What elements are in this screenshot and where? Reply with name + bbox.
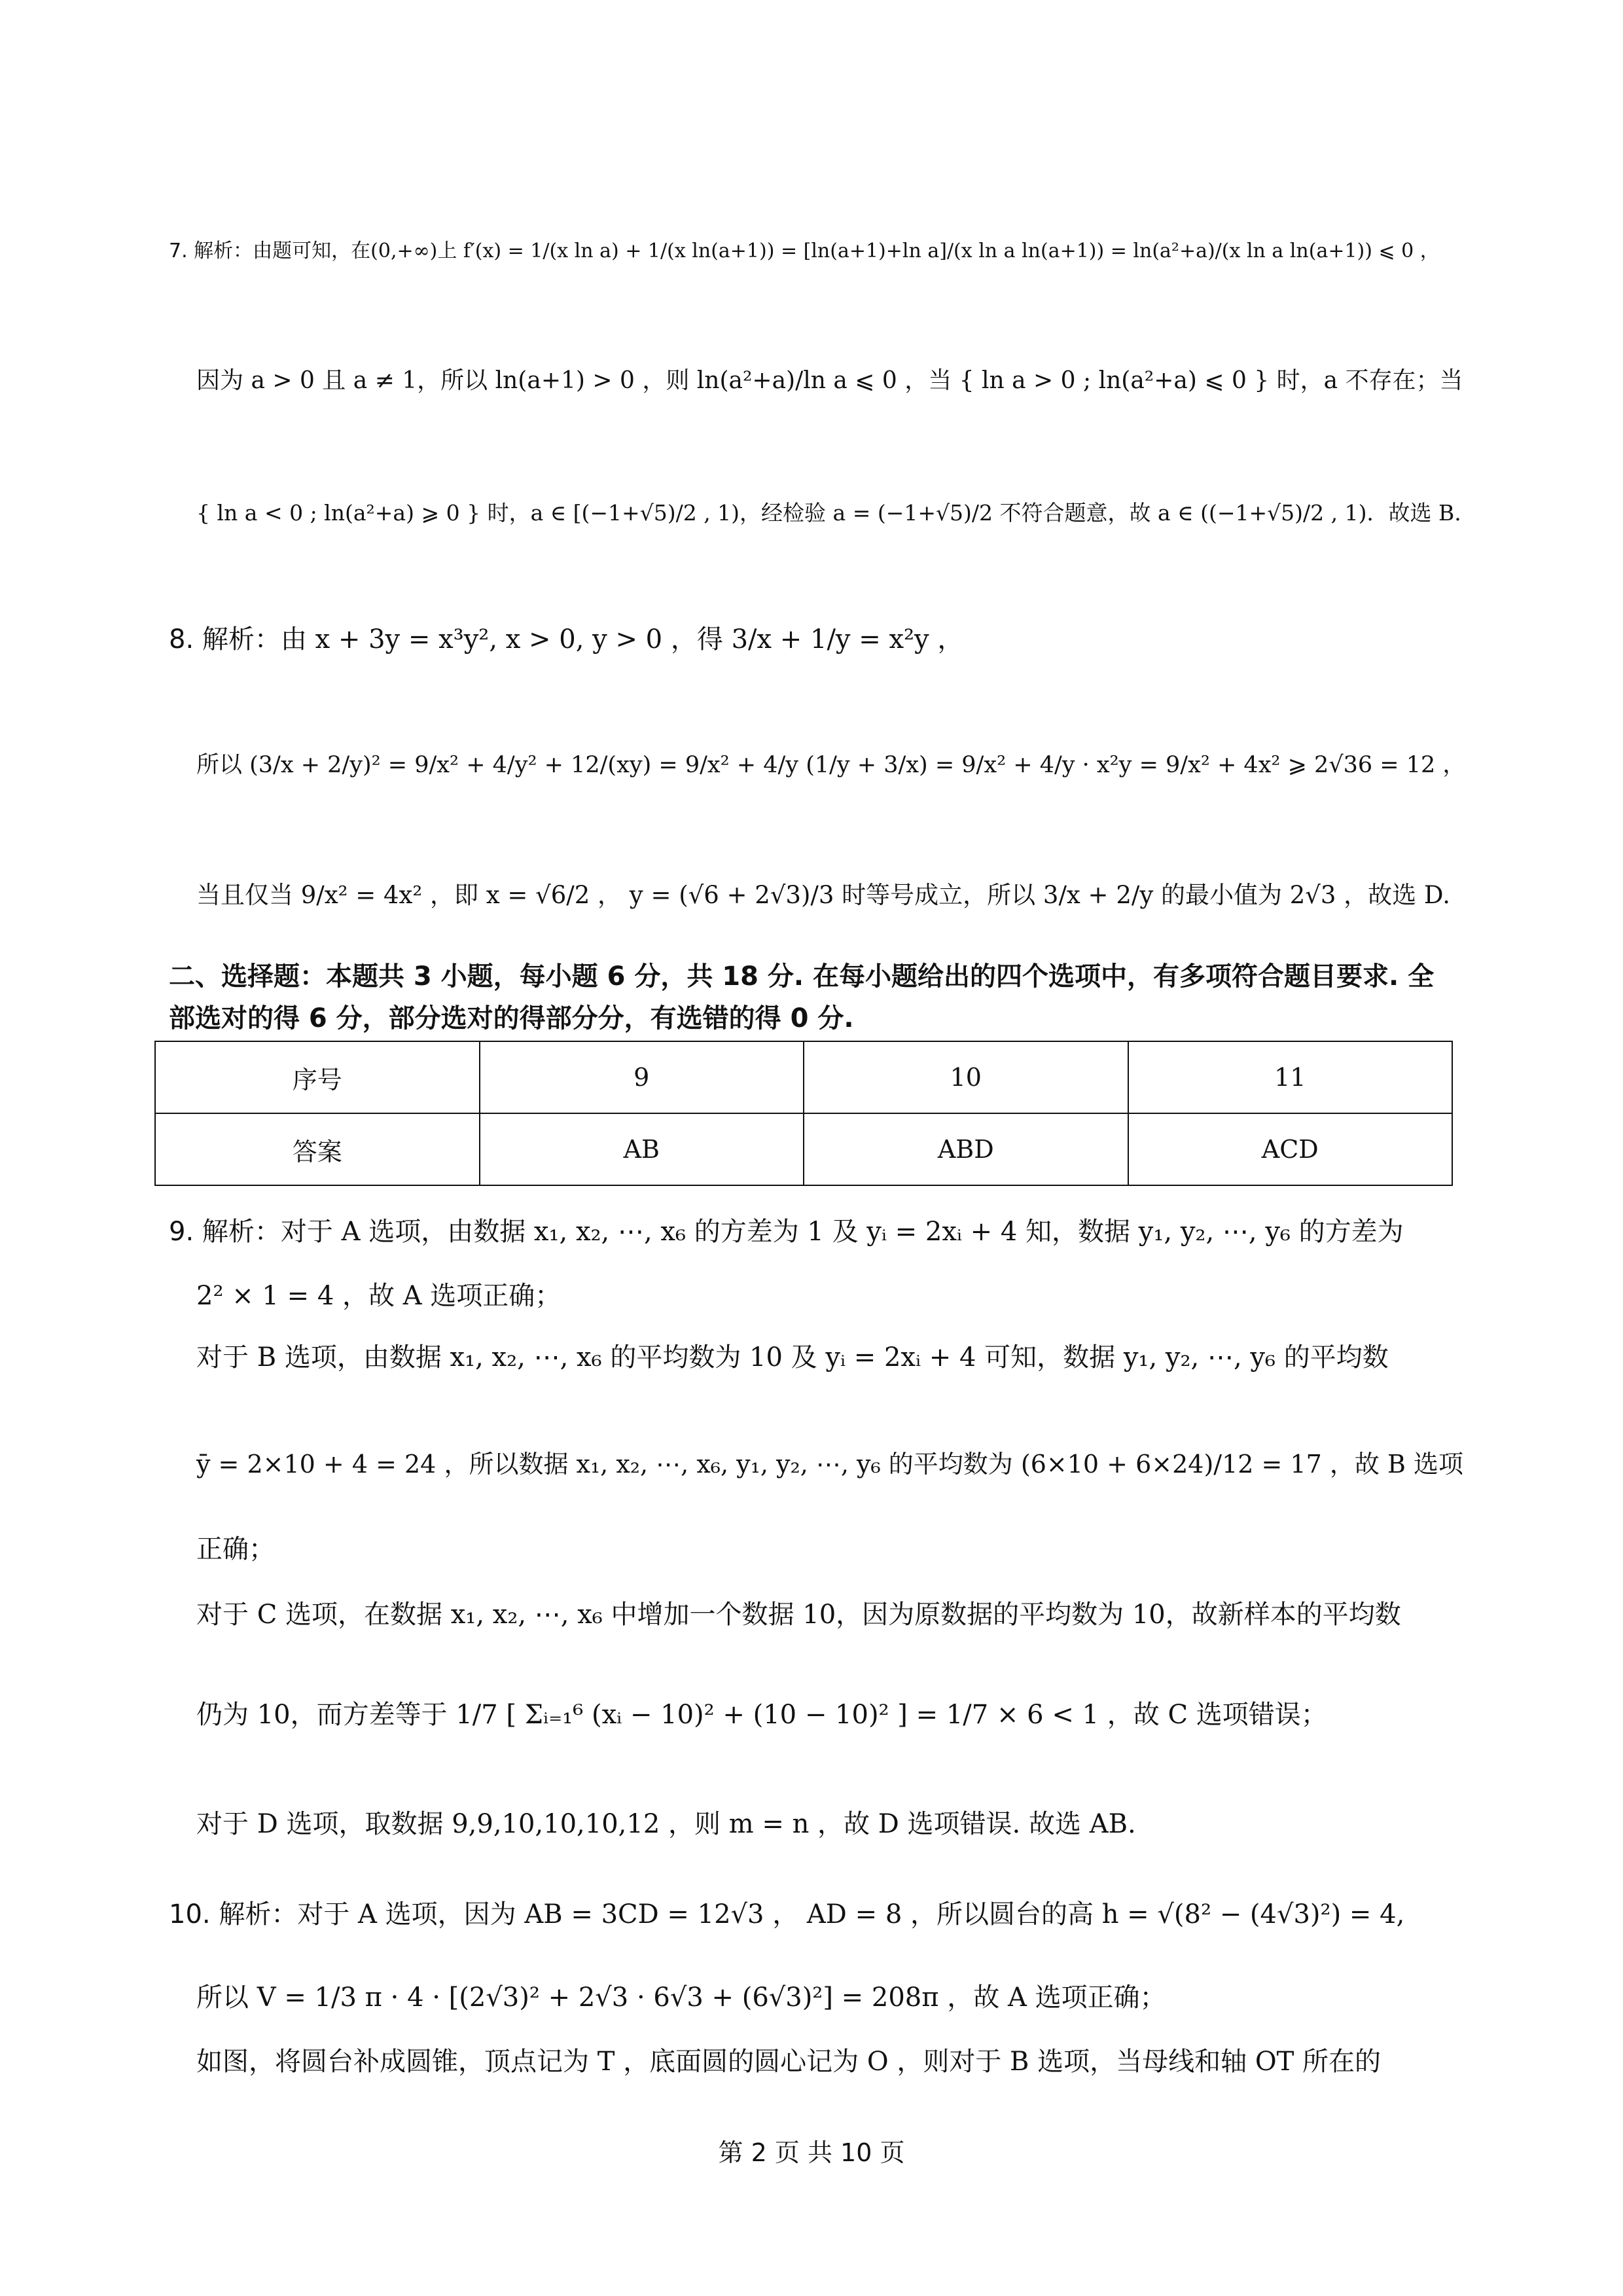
problem9-text1: 对于 A 选项，由数据 x₁, x₂, ⋯, x₆ 的方差为 1 及 yᵢ = 2xᵢ + 4 知，数据 y₁, y₂, ⋯, y₆ 的方差为 <box>280 1217 1404 1247</box>
table-cell: 9 <box>480 1041 804 1113</box>
problem9-line2 <box>196 1282 561 1309</box>
problem9-line6 <box>196 1600 1401 1628</box>
problem8-text1: 由 x + 3y = x³y², x > 0, y > 0 ，得 3/x + 1/y = x²y ， <box>280 624 964 655</box>
problem10-text3: 如图，将圆台补成圆锥，顶点记为 T ，底面圆的圆心记为 O ，则对于 B 选项，当母线和轴 OT 所在的 <box>196 2047 1382 2077</box>
problem9-text3: 对于 B 选项，由数据 x₁, x₂, ⋯, x₆ 的平均数为 10 及 yᵢ = 2xᵢ + 4 可知，数据 y₁, y₂, ⋯, y₆ 的平均数 <box>196 1342 1389 1372</box>
problem9-text7: 仍为 10，而方差等于 1/7 [ Σᵢ₌₁⁶ (xᵢ − 10)² + (10 − 10)² ] = 1/7 × 6 < 1 ，故 C 选项错误； <box>196 1700 1327 1730</box>
table-row <box>155 1113 1452 1185</box>
page-footer: 第 2 页 共 10 页 <box>718 2138 905 2167</box>
problem10-label: 10. 解析： <box>169 1899 298 1929</box>
problem9-line5 <box>196 1535 275 1562</box>
problem8-text3: 当且仅当 9/x² = 4x² ，即 x = √6/2 ， y = (√6 + 2√3)/3 时等号成立，所以 3/x + 2/y 的最小值为 2√3 ，故选 D. <box>196 881 1451 909</box>
problem7-text1: 由题可知，在(0,+∞)上 f′(x) = 1/(x ln a) + 1/(x ln(a+1)) = [ln(a+1)+ln a]/(x ln a ln(a+1)) = ln(a²+a)/(x ln a ln(a+1)) ⩽ 0 ， <box>253 240 1440 262</box>
problem8-line3 <box>196 880 1450 908</box>
problem9-line8 <box>196 1810 1136 1837</box>
table-cell: 11 <box>1128 1041 1453 1113</box>
problem7-text3: { ln a < 0 ; ln(a²+a) ⩾ 0 } 时，a ∈ [(−1+√5)/2 , 1)，经检验 a = (−1+√5)/2 不符合题意，故 a ∈ ((−1+√5)/2 , 1)．故选 B. <box>196 500 1461 526</box>
problem9-line3 <box>196 1343 1389 1371</box>
problem10-text1: 对于 A 选项，因为 AB = 3CD = 12√3 ， AD = 8 ，所以圆台的高 h = √(8² − (4√3)²) = 4, <box>297 1899 1405 1929</box>
table-header-cell: 序号 <box>155 1041 480 1113</box>
problem7-text2: 因为 a > 0 且 a ≠ 1，所以 ln(a+1) > 0 ，则 ln(a²+a)/ln a ⩽ 0 ，当 { ln a > 0 ; ln(a²+a) ⩽ 0 } 时，a 不存在；当 <box>196 367 1463 394</box>
problem9-line7 <box>196 1700 1327 1728</box>
table-cell: ABD <box>804 1113 1128 1185</box>
problem9-label: 9. 解析： <box>169 1217 281 1247</box>
problem10-line3 <box>196 2047 1381 2075</box>
problem9-text6: 对于 C 选项，在数据 x₁, x₂, ⋯, x₆ 中增加一个数据 10，因为原数据的平均数为 10，故新样本的平均数 <box>196 1600 1401 1630</box>
table-cell: AB <box>480 1113 804 1185</box>
problem7-label: 7. 解析： <box>169 240 253 262</box>
problem10-text2: 所以 V = 1/3 π · 4 · [(2√3)² + 2√3 · 6√3 + (6√3)²] = 208π ，故 A 选项正确； <box>196 1982 1166 2013</box>
problem10-line2 <box>196 1983 1166 2011</box>
problem9-text2: 2² × 1 = 4 ，故 A 选项正确； <box>196 1281 562 1311</box>
problem9-text8: 对于 D 选项，取数据 9,9,10,10,10,12 ，则 m = n ，故 D 选项错误. 故选 AB. <box>196 1809 1136 1839</box>
problem9-text4: ȳ = 2×10 + 4 = 24 ，所以数据 x₁, x₂, ⋯, x₆, y₁, y₂, ⋯, y₆ 的平均数为 (6×10 + 6×24)/12 = 17 ，故 B 选项 <box>196 1450 1463 1479</box>
problem9-line1 <box>169 1217 1404 1245</box>
problem9-line4 <box>196 1450 1463 1477</box>
problem9-text5: 正确； <box>196 1534 275 1564</box>
answer-table <box>154 1041 1453 1186</box>
problem8-text2: 所以 (3/x + 2/y)² = 9/x² + 4/y² + 12/(xy) = 9/x² + 4/y (1/y + 3/x) = 9/x² + 4/y · x²y = 9/x² + 4x² ⩾ 2√36 = 12 ， <box>196 752 1466 778</box>
problem7-line2 <box>196 365 1463 393</box>
table-cell: ACD <box>1128 1113 1453 1185</box>
problem8-line1 <box>169 625 963 653</box>
section2-heading: 二、选择题：本题共 3 小题，每小题 6 分，共 18 分. 在每小题给出的四个选项中，有多项符合题目要求. 全部选对的得 6 分，部分选对的得部分分，有选错的得 0 分. <box>169 961 1435 1033</box>
problem8-label: 8. 解析： <box>169 624 281 655</box>
table-header-cell: 答案 <box>155 1113 480 1185</box>
problem10-line1 <box>169 1900 1404 1928</box>
problem7-line1 <box>169 234 1440 262</box>
problem8-line2 <box>196 749 1465 777</box>
problem7-line3 <box>196 497 1461 525</box>
table-row <box>155 1041 1452 1113</box>
table-cell: 10 <box>804 1041 1128 1113</box>
